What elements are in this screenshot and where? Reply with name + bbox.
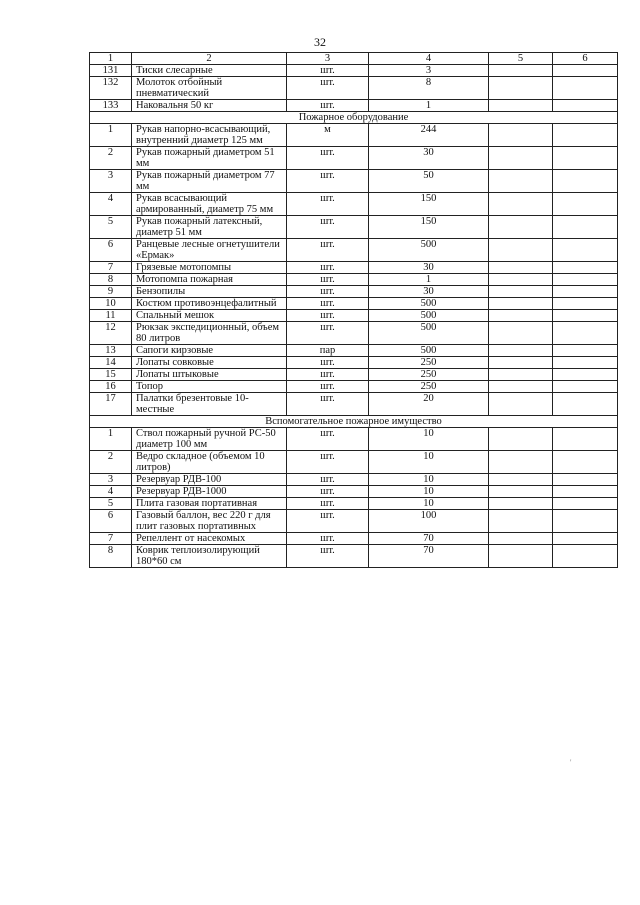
- item-name: Газовый баллон, вес 220 г для плит газовых портативных: [132, 510, 287, 533]
- table-row: [90, 147, 618, 170]
- empty-cell-5: [489, 147, 553, 170]
- empty-cell-6: [553, 381, 618, 393]
- quantity-cell: 30: [369, 147, 489, 170]
- quantity-cell: 1: [369, 100, 489, 112]
- empty-cell-5: [489, 357, 553, 369]
- empty-cell-5: [489, 262, 553, 274]
- quantity-cell: 8: [369, 77, 489, 100]
- quantity-cell: 500: [369, 322, 489, 345]
- empty-cell-6: [553, 239, 618, 262]
- empty-cell-5: [489, 428, 553, 451]
- empty-cell-6: [553, 393, 618, 416]
- table-row: [90, 357, 618, 369]
- table-row: [90, 193, 618, 216]
- empty-cell-5: [489, 322, 553, 345]
- unit-cell: шт.: [287, 239, 369, 262]
- quantity-cell: 20: [369, 393, 489, 416]
- empty-cell-5: [489, 393, 553, 416]
- empty-cell-6: [553, 451, 618, 474]
- table-row: [90, 170, 618, 193]
- table-row: [90, 486, 618, 498]
- item-name: Резервуар РДВ-100: [132, 474, 287, 486]
- unit-cell: шт.: [287, 274, 369, 286]
- unit-cell: шт.: [287, 100, 369, 112]
- empty-cell-6: [553, 369, 618, 381]
- table-row: [90, 65, 618, 77]
- unit-cell: шт.: [287, 533, 369, 545]
- quantity-cell: 3: [369, 65, 489, 77]
- row-number: 16: [90, 381, 132, 393]
- unit-cell: шт.: [287, 393, 369, 416]
- empty-cell-6: [553, 545, 618, 568]
- empty-cell-5: [489, 369, 553, 381]
- table-row: [90, 100, 618, 112]
- table-row: [90, 369, 618, 381]
- empty-cell-6: [553, 310, 618, 322]
- item-name: Плита газовая портативная: [132, 498, 287, 510]
- empty-cell-5: [489, 274, 553, 286]
- quantity-cell: 10: [369, 428, 489, 451]
- unit-cell: шт.: [287, 193, 369, 216]
- row-number: 7: [90, 262, 132, 274]
- item-name: Рукав пожарный диаметром 77 мм: [132, 170, 287, 193]
- empty-cell-5: [489, 533, 553, 545]
- table-row: [90, 533, 618, 545]
- row-number: 15: [90, 369, 132, 381]
- unit-cell: шт.: [287, 262, 369, 274]
- table-header-row: [90, 53, 618, 65]
- unit-cell: шт.: [287, 510, 369, 533]
- header-cell: 2: [132, 53, 287, 65]
- empty-cell-6: [553, 474, 618, 486]
- empty-cell-6: [553, 147, 618, 170]
- row-number: 8: [90, 274, 132, 286]
- table-row: [90, 545, 618, 568]
- empty-cell-6: [553, 322, 618, 345]
- empty-cell-6: [553, 533, 618, 545]
- empty-cell-6: [553, 274, 618, 286]
- unit-cell: шт.: [287, 357, 369, 369]
- empty-cell-5: [489, 100, 553, 112]
- empty-cell-5: [489, 498, 553, 510]
- empty-cell-6: [553, 124, 618, 147]
- row-number: 4: [90, 193, 132, 216]
- empty-cell-5: [489, 286, 553, 298]
- quantity-cell: 244: [369, 124, 489, 147]
- quantity-cell: 500: [369, 298, 489, 310]
- quantity-cell: 150: [369, 216, 489, 239]
- row-number: 2: [90, 451, 132, 474]
- row-number: 3: [90, 474, 132, 486]
- item-name: Спальный мешок: [132, 310, 287, 322]
- empty-cell-5: [489, 216, 553, 239]
- table-row: [90, 510, 618, 533]
- item-name: Лопаты совковые: [132, 357, 287, 369]
- empty-cell-6: [553, 357, 618, 369]
- empty-cell-5: [489, 310, 553, 322]
- empty-cell-6: [553, 345, 618, 357]
- row-number: 14: [90, 357, 132, 369]
- table-row: [90, 498, 618, 510]
- unit-cell: шт.: [287, 298, 369, 310]
- quantity-cell: 70: [369, 533, 489, 545]
- row-number: 6: [90, 510, 132, 533]
- quantity-cell: 250: [369, 357, 489, 369]
- empty-cell-6: [553, 100, 618, 112]
- table-row: [90, 262, 618, 274]
- row-number: 13: [90, 345, 132, 357]
- item-name: Грязевые мотопомпы: [132, 262, 287, 274]
- empty-cell-6: [553, 486, 618, 498]
- section-title: Пожарное оборудование: [90, 112, 618, 124]
- empty-cell-5: [489, 298, 553, 310]
- unit-cell: шт.: [287, 310, 369, 322]
- item-name: Резервуар РДВ-1000: [132, 486, 287, 498]
- row-number: 7: [90, 533, 132, 545]
- table-row: [90, 274, 618, 286]
- empty-cell-6: [553, 216, 618, 239]
- quantity-cell: 30: [369, 286, 489, 298]
- row-number: 4: [90, 486, 132, 498]
- row-number: 5: [90, 498, 132, 510]
- row-number: 10: [90, 298, 132, 310]
- row-number: 8: [90, 545, 132, 568]
- table-row: [90, 474, 618, 486]
- header-cell: 6: [553, 53, 618, 65]
- item-name: Коврик теплоизолирующий 180*60 см: [132, 545, 287, 568]
- row-number: 12: [90, 322, 132, 345]
- item-name: Палатки брезентовые 10-местные: [132, 393, 287, 416]
- unit-cell: шт.: [287, 77, 369, 100]
- quantity-cell: 1: [369, 274, 489, 286]
- item-name: Топор: [132, 381, 287, 393]
- quantity-cell: 10: [369, 498, 489, 510]
- item-name: Рукав пожарный латексный, диаметр 51 мм: [132, 216, 287, 239]
- item-name: Рюкзак экспедиционный, объем 80 литров: [132, 322, 287, 345]
- item-name: Рукав напорно-всасывающий, внутренний диаметр 125 мм: [132, 124, 287, 147]
- unit-cell: шт.: [287, 498, 369, 510]
- item-name: Репеллент от насекомых: [132, 533, 287, 545]
- row-number: 11: [90, 310, 132, 322]
- quantity-cell: 10: [369, 451, 489, 474]
- quantity-cell: 250: [369, 369, 489, 381]
- item-name: Сапоги кирзовые: [132, 345, 287, 357]
- empty-cell-5: [489, 193, 553, 216]
- item-name: Тиски слесарные: [132, 65, 287, 77]
- table-row: [90, 124, 618, 147]
- item-name: Бензопилы: [132, 286, 287, 298]
- table-row: [90, 77, 618, 100]
- item-name: Наковальня 50 кг: [132, 100, 287, 112]
- row-number: 2: [90, 147, 132, 170]
- item-name: Ведро складное (объемом 10 литров): [132, 451, 287, 474]
- table-row: [90, 239, 618, 262]
- header-cell: 4: [369, 53, 489, 65]
- row-number: 6: [90, 239, 132, 262]
- scan-speck: ': [570, 758, 572, 767]
- item-name: Лопаты штыковые: [132, 369, 287, 381]
- section-row: [90, 416, 618, 428]
- empty-cell-6: [553, 498, 618, 510]
- quantity-cell: 250: [369, 381, 489, 393]
- empty-cell-6: [553, 193, 618, 216]
- quantity-cell: 70: [369, 545, 489, 568]
- unit-cell: пар: [287, 345, 369, 357]
- table-row: [90, 298, 618, 310]
- header-cell: 3: [287, 53, 369, 65]
- table-row: [90, 322, 618, 345]
- unit-cell: шт.: [287, 474, 369, 486]
- item-name: Костюм противоэнцефалитный: [132, 298, 287, 310]
- empty-cell-5: [489, 486, 553, 498]
- row-number: 5: [90, 216, 132, 239]
- quantity-cell: 150: [369, 193, 489, 216]
- row-number: 131: [90, 65, 132, 77]
- empty-cell-5: [489, 545, 553, 568]
- item-name: Ствол пожарный ручной РС-50 диаметр 100 мм: [132, 428, 287, 451]
- empty-cell-5: [489, 381, 553, 393]
- empty-cell-5: [489, 170, 553, 193]
- unit-cell: шт.: [287, 65, 369, 77]
- row-number: 3: [90, 170, 132, 193]
- empty-cell-6: [553, 286, 618, 298]
- empty-cell-6: [553, 298, 618, 310]
- row-number: 17: [90, 393, 132, 416]
- table-row: [90, 381, 618, 393]
- unit-cell: шт.: [287, 322, 369, 345]
- quantity-cell: 500: [369, 310, 489, 322]
- item-name: Рукав всасывающий армированный, диаметр 75 мм: [132, 193, 287, 216]
- item-name: Мотопомпа пожарная: [132, 274, 287, 286]
- empty-cell-6: [553, 77, 618, 100]
- quantity-cell: 30: [369, 262, 489, 274]
- unit-cell: шт.: [287, 451, 369, 474]
- quantity-cell: 10: [369, 474, 489, 486]
- quantity-cell: 500: [369, 239, 489, 262]
- unit-cell: шт.: [287, 147, 369, 170]
- row-number: 132: [90, 77, 132, 100]
- empty-cell-5: [489, 345, 553, 357]
- empty-cell-5: [489, 474, 553, 486]
- empty-cell-5: [489, 239, 553, 262]
- empty-cell-5: [489, 65, 553, 77]
- header-cell: 1: [90, 53, 132, 65]
- unit-cell: м: [287, 124, 369, 147]
- table-row: [90, 393, 618, 416]
- table-row: [90, 428, 618, 451]
- row-number: 1: [90, 124, 132, 147]
- unit-cell: шт.: [287, 428, 369, 451]
- row-number: 1: [90, 428, 132, 451]
- item-name: Молоток отбойный пневматический: [132, 77, 287, 100]
- unit-cell: шт.: [287, 286, 369, 298]
- empty-cell-5: [489, 124, 553, 147]
- empty-cell-6: [553, 65, 618, 77]
- unit-cell: шт.: [287, 486, 369, 498]
- row-number: 9: [90, 286, 132, 298]
- header-cell: 5: [489, 53, 553, 65]
- quantity-cell: 100: [369, 510, 489, 533]
- empty-cell-5: [489, 77, 553, 100]
- table-row: [90, 451, 618, 474]
- empty-cell-5: [489, 510, 553, 533]
- item-name: Ранцевые лесные огнетушители «Ермак»: [132, 239, 287, 262]
- empty-cell-6: [553, 510, 618, 533]
- quantity-cell: 500: [369, 345, 489, 357]
- section-row: [90, 112, 618, 124]
- table-row: [90, 286, 618, 298]
- table-row: [90, 310, 618, 322]
- quantity-cell: 10: [369, 486, 489, 498]
- empty-cell-6: [553, 428, 618, 451]
- unit-cell: шт.: [287, 545, 369, 568]
- row-number: 133: [90, 100, 132, 112]
- unit-cell: шт.: [287, 216, 369, 239]
- table-row: [90, 216, 618, 239]
- quantity-cell: 50: [369, 170, 489, 193]
- unit-cell: шт.: [287, 381, 369, 393]
- unit-cell: шт.: [287, 369, 369, 381]
- empty-cell-6: [553, 262, 618, 274]
- item-name: Рукав пожарный диаметром 51 мм: [132, 147, 287, 170]
- unit-cell: шт.: [287, 170, 369, 193]
- inventory-table: [89, 52, 618, 568]
- table-row: [90, 345, 618, 357]
- empty-cell-6: [553, 170, 618, 193]
- empty-cell-5: [489, 451, 553, 474]
- section-title: Вспомогательное пожарное имущество: [90, 416, 618, 428]
- page-number: 32: [314, 35, 326, 49]
